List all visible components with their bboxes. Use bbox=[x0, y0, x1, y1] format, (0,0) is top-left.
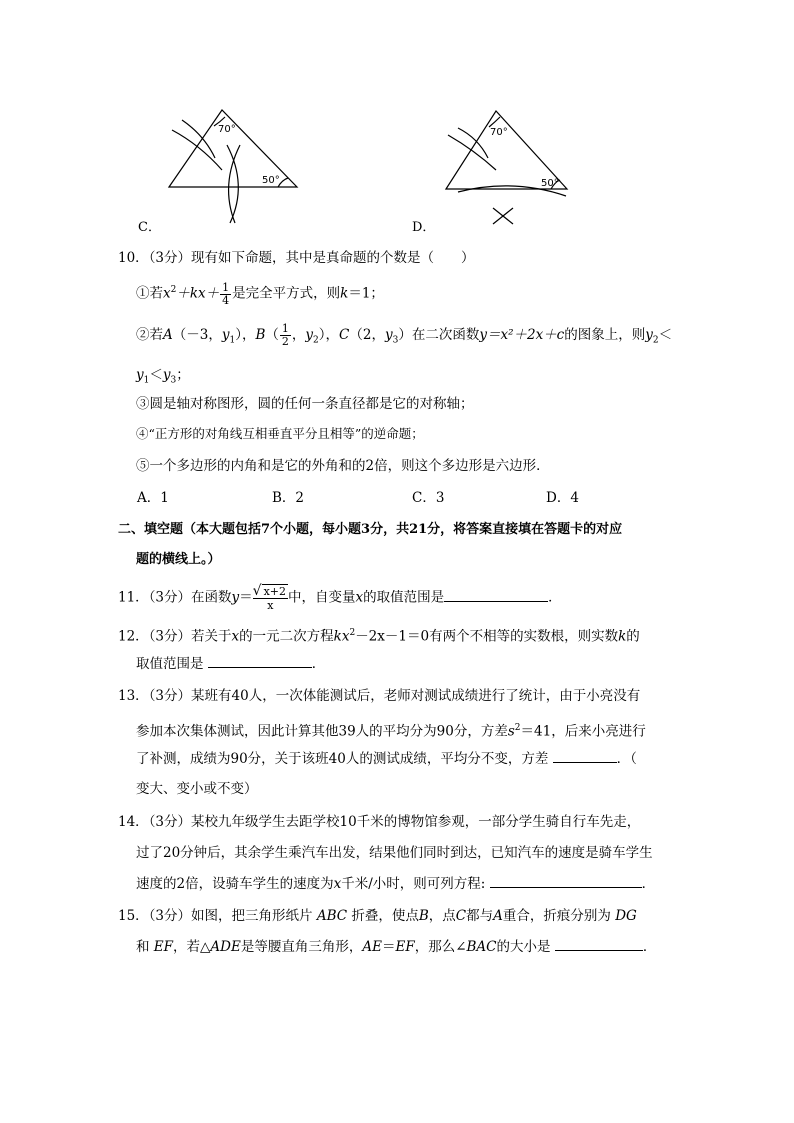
figure-d-top-angle: 70° bbox=[490, 127, 508, 138]
q10-proposition-2-cont: $y_1<y_3$； bbox=[136, 367, 190, 386]
figure-d bbox=[438, 100, 588, 235]
q10-choice-b[interactable]: B．2 bbox=[272, 490, 305, 506]
q15-line-2: 和 EF，若△ADE是等腰直角三角形，AE＝EF，那么∠BAC的大小是 ． bbox=[136, 936, 656, 957]
q10-number: 10． bbox=[118, 250, 149, 266]
q15-answer-blank[interactable] bbox=[555, 936, 643, 951]
q10-proposition-3: ③圆是轴对称图形，圆的任何一条直径都是它的对称轴； bbox=[136, 396, 474, 412]
q10-proposition-5: ⑤一个多边形的内角和是它的外角和的2倍，则这个多边形是六边形． bbox=[136, 458, 550, 474]
section-2-heading: 二、填空题（本大题包括7个小题，每小题3分，共21分，将答案直接填在答题卡的对应 bbox=[118, 522, 623, 537]
q13-line-4: 变大、变小或不变） bbox=[136, 781, 258, 797]
q15-line-1: 15．（3分）如图，把三角形纸片 ABC 折叠，使点B，点C都与A重合，折痕分别为 DG bbox=[118, 908, 637, 924]
figure-d-right-angle: 50° bbox=[541, 178, 559, 189]
q11: 11．（3分）在函数y＝ √ x+2 x 中，自变量x的取值范围是 ． bbox=[118, 583, 562, 612]
q14-line-1: 14．（3分）某校九年级学生去距学校10千米的博物馆参观，一部分学生骑自行车先走， bbox=[118, 814, 641, 830]
q10-proposition-4: ④“正方形的对角线互相垂直平分且相等”的逆命题； bbox=[136, 426, 424, 441]
q13-line-1: 13．（3分）某班有40人，一次体能测试后，老师对测试成绩进行了统计，由于小亮没有 bbox=[118, 688, 641, 704]
figure-c-top-angle: 70° bbox=[218, 124, 236, 135]
fraction-one-quarter: $\frac{1}{4}$ bbox=[222, 280, 230, 307]
q14-line-2: 过了20分钟后，其余学生乘汽车出发，结果他们同时到达，已知汽车的速度是骑车学生 bbox=[136, 845, 653, 861]
q12-cont: 取值范围是 ． bbox=[136, 653, 325, 674]
q11-answer-blank[interactable] bbox=[444, 587, 548, 602]
figure-c-label: C． bbox=[138, 220, 161, 235]
sqrt-fraction: √ x+2 x bbox=[252, 583, 287, 612]
fraction-one-half: $\frac{1}{2}$ bbox=[281, 322, 289, 348]
section-2-heading-cont: 题的横线上。） bbox=[136, 552, 221, 567]
q10-stem-text: 现有如下命题，其中是真命题的个数是（ ） bbox=[191, 250, 475, 266]
q10-proposition-1: ①若$x^2+kx+$ $\frac{1}{4}$ 是完全平方式，则k＝1； bbox=[136, 280, 384, 307]
q13-line-3: 了补测，成绩为90分，关于该班40人的测试成绩，平均分不变，方差 ．（ bbox=[136, 748, 637, 769]
q10-proposition-2: ②若A（－3，$y_1$），B（ $\frac{1}{2}$ ，$y_2$），C（2，$y_3$）在二次函数y＝x²＋2x＋c的图象上，则$y_2<$ bbox=[136, 322, 673, 348]
figure-c-right-angle: 50° bbox=[262, 175, 280, 186]
q10-choice-a[interactable]: A．1 bbox=[137, 490, 169, 506]
q13-line-2: 参加本次集体测试，因此计算其他39人的平均分为90分，方差$s^2=41$，后来小亮进行 bbox=[136, 723, 646, 740]
q13-answer-blank[interactable] bbox=[553, 748, 617, 763]
q10-choice-c[interactable]: C．3 bbox=[412, 490, 445, 506]
figure-d-label: D． bbox=[412, 220, 436, 235]
figure-c bbox=[160, 100, 310, 230]
q10-score: （3分） bbox=[148, 250, 192, 266]
q14-answer-blank[interactable] bbox=[490, 873, 642, 888]
q12: 12．（3分）若关于x的一元二次方程$kx^2-2x-1=0$有两个不相等的实数根，则实数k的 bbox=[118, 628, 640, 645]
q14-line-3: 速度的2倍，设骑车学生的速度为x千米/小时，则可列方程: ． bbox=[136, 873, 655, 894]
q10-stem bbox=[118, 248, 475, 268]
q12-answer-blank[interactable] bbox=[208, 653, 312, 668]
q10-choice-d[interactable]: D．4 bbox=[546, 490, 579, 506]
